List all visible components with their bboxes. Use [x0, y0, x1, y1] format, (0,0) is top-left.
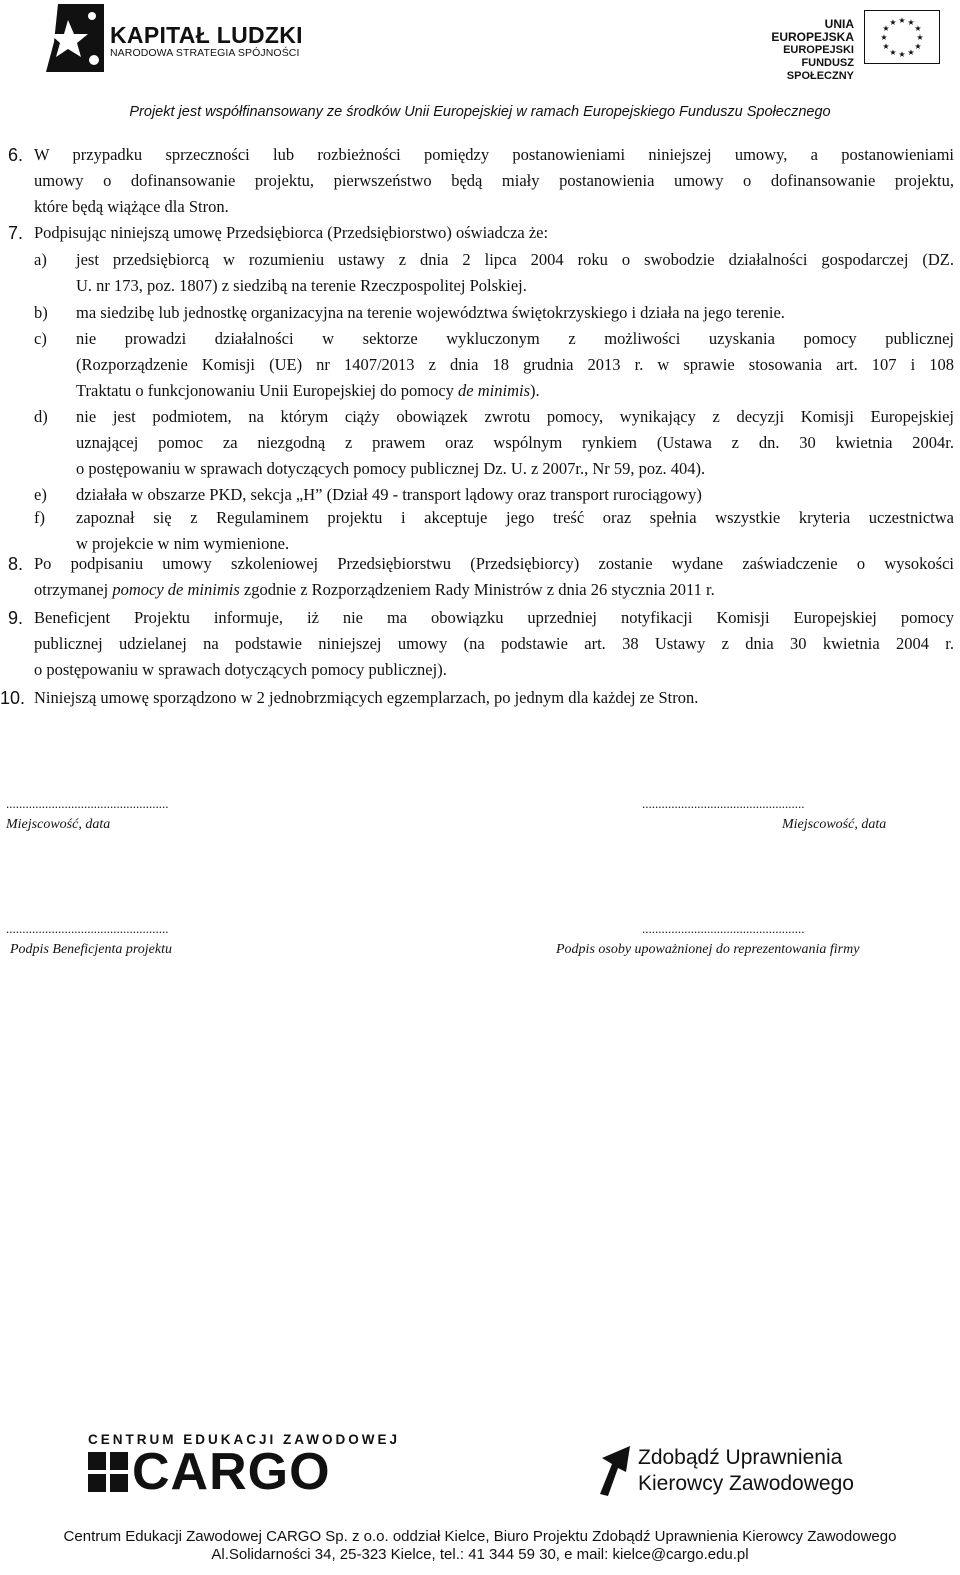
zdobadz-uprawnienia-logo: [596, 1440, 866, 1510]
item-8-line-1: Po podpisaniu umowy szkoleniowej Przedsiębiorstwu (Przedsiębiorcy) zostanie wydane zaświadczenie o wysokości: [34, 554, 954, 573]
left-place-date-label: Miejscowość, data: [6, 817, 111, 832]
cargo-wordmark: CARGO: [132, 1443, 331, 1501]
right-signature-line: ..................................................: [642, 921, 805, 936]
beneficiary-signature-label: Podpis Beneficjenta projektu: [10, 942, 172, 957]
ue-line-2: EUROPEJSKI: [783, 44, 854, 56]
svg-text:★: ★: [916, 33, 924, 42]
left-signature-line: ..................................................: [6, 921, 169, 936]
item-6-line-1: W przypadku sprzeczności lub rozbieżności pomiędzy postanowieniami niniejszej umowy, a postanowieniami: [34, 145, 954, 164]
item-7d-line-2: uznającej pomoc za niezgodną z prawem oraz wspólnym rynkiem (Ustawa z dn. 30 kwietnia 2004r.: [76, 433, 954, 452]
svg-text:★: ★: [882, 42, 890, 51]
item-8-number: 8.: [8, 554, 24, 574]
item-7d-line-1: nie jest podmiotem, na którym ciąży obowiązek zwrotu pomocy, wynikający z decyzji Komisji Europejskiej: [76, 407, 954, 426]
pomocy-de-minimis-italic: pomocy de minimis: [112, 580, 240, 599]
svg-text:★: ★: [889, 18, 897, 27]
item-7-number: 7.: [8, 223, 24, 243]
svg-text:★: ★: [914, 42, 922, 51]
item-7c-line-1: nie prowadzi działalności w sektorze wykluczonym z możliwości uzyskania pomocy publicznej: [76, 329, 954, 348]
item-7e-text: działała w obszarze PKD, sekcja „H” (Dział 49 - transport lądowy oraz transport rurociągowy): [76, 485, 702, 504]
item-7f-label: f): [34, 508, 45, 527]
svg-text:★: ★: [914, 24, 922, 33]
svg-text:★: ★: [882, 24, 890, 33]
footer-address-line-1: Centrum Edukacji Zawodowej CARGO Sp. z o.o. oddział Kielce, Biuro Projektu Zdobądź Uprawnienia Kierowcy Zawodowego: [63, 1528, 897, 1545]
item-7d-label: d): [34, 407, 48, 426]
item-6-number: 6.: [8, 145, 24, 165]
company-representative-signature-label: Podpis osoby upoważnionej do reprezentowania firmy: [556, 942, 860, 957]
item-6-line-3: które będą wiążące dla Stron.: [34, 197, 229, 216]
project-cofinancing-line: Projekt jest współfinansowany ze środków Unii Europejskiej w ramach Europejskiego Funduszu Społecznego: [129, 104, 831, 120]
item-7a-text: [76, 247, 954, 299]
svg-text:★: ★: [889, 48, 897, 57]
svg-text:★: ★: [907, 48, 915, 57]
item-7c-line-3: Traktatu o funkcjonowaniu Unii Europejskiej do pomocy de minimis).: [76, 381, 540, 400]
kapital-ludzki-subtitle: NARODOWA STRATEGIA SPÓJNOŚCI: [110, 47, 300, 59]
item-7d-text: [76, 404, 954, 482]
svg-text:★: ★: [898, 50, 906, 59]
item-10-text: Niniejszą umowę sporządzono w 2 jednobrzmiących egzemplarzach, po jednym dla każdej ze Stron.: [34, 688, 699, 707]
item-7a-line-1: jest przedsiębiorcą w rozumieniu ustawy z dnia 2 lipca 2004 roku o swobodzie działalności gospodarczej (DZ.: [76, 250, 954, 269]
svg-text:★: ★: [907, 18, 915, 27]
kapital-ludzki-title: KAPITAŁ LUDZKI: [110, 22, 303, 48]
item-7-intro: Podpisując niniejszą umowę Przedsiębiorca (Przedsiębiorstwo) oświadcza że:: [34, 223, 549, 242]
item-6-line-2: umowy o dofinansowanie projektu, pierwszeństwo będą miały postanowienia umowy o dofinansowanie projektu,: [34, 171, 954, 190]
cargo-logo: [88, 1432, 401, 1502]
footer-address-line-2: Al.Solidarności 34, 25-323 Kielce, tel.: 41 344 59 30, e mail: kielce@cargo.edu.pl: [211, 1546, 749, 1563]
item-7c-line-2: (Rozporządzenie Komisji (UE) nr 1407/2013 z dnia 18 grudnia 2013 r. w sprawie stosowania art. 107 i 108: [76, 355, 954, 374]
de-minimis-italic: de minimis: [458, 381, 531, 400]
cargo-tagline: CENTRUM EDUKACJI ZAWODOWEJ: [88, 1432, 401, 1447]
svg-text:★: ★: [880, 33, 888, 42]
item-7b-label: b): [34, 303, 48, 322]
item-7a-label: a): [34, 250, 47, 269]
item-9-number: 9.: [8, 608, 24, 628]
svg-text:★: ★: [898, 16, 906, 25]
item-8-text: [34, 551, 954, 603]
item-7d-line-3: o postępowaniu w sprawach dotyczących pomocy publicznej Dz. U. z 2007r., Nr 59, poz. 404).: [76, 459, 706, 478]
item-9-line-2: publicznej udzielanej na podstawie niniejszej umowy (na podstawie art. 38 Ustawy z dnia 30 kwietnia 2004 r.: [34, 634, 954, 653]
left-place-date-line: ..................................................: [6, 796, 169, 811]
eu-flag-icon: [864, 10, 940, 64]
item-7c-label: c): [34, 329, 47, 348]
ue-line-3: FUNDUSZ SPOŁECZNY: [786, 57, 854, 82]
eu-fund-logo: [740, 10, 940, 82]
item-7a-line-2: U. nr 173, poz. 1807) z siedzibą na terenie Rzeczpospolitej Polskiej.: [76, 276, 527, 295]
item-8-line-2: otrzymanej pomocy de minimis zgodnie z Rozporządzeniem Rady Ministrów z dnia 26 stycznia 2011 r.: [34, 580, 715, 599]
item-7f-line-1: zapoznał się z Regulaminem projektu i akceptuje jego treść oraz spełnia wszystkie kryteria uczestnictwa: [76, 508, 954, 527]
kapital-ludzki-emblem-icon: [44, 2, 106, 74]
cargo-squares-icon: [88, 1452, 128, 1492]
item-7b-text: ma siedzibę lub jednostkę organizacyjna na terenie województwa świętokrzyskiego i działa na jego terenie.: [76, 303, 785, 322]
item-9-line-1: Beneficjent Projektu informuje, iż nie ma obowiązku uprzedniej notyfikacji Komisji Europejskiej pomocy: [34, 608, 954, 627]
item-7f-text: [76, 505, 954, 557]
zdobadz-line-2: Kierowcy Zawodowego: [638, 1472, 854, 1495]
item-7f-line-2: w projekcie w nim wymienione.: [76, 534, 290, 553]
item-6-text: [34, 142, 954, 220]
kapital-ludzki-logo: [44, 2, 303, 74]
item-9-text: [34, 605, 954, 683]
item-10-number: 10.: [0, 688, 26, 708]
right-place-date-label: Miejscowość, data: [782, 817, 887, 832]
ue-line-1: UNIA EUROPEJSKA: [771, 17, 854, 44]
zdobadz-line-1: Zdobądź Uprawnienia: [638, 1446, 843, 1469]
item-9-line-3: o postępowaniu w sprawach dotyczących pomocy publicznej).: [34, 660, 447, 679]
right-place-date-line: ..................................................: [642, 796, 805, 811]
item-7c-text: [76, 326, 954, 404]
item-7e-label: e): [34, 485, 47, 504]
road-arrow-icon: [596, 1442, 636, 1498]
